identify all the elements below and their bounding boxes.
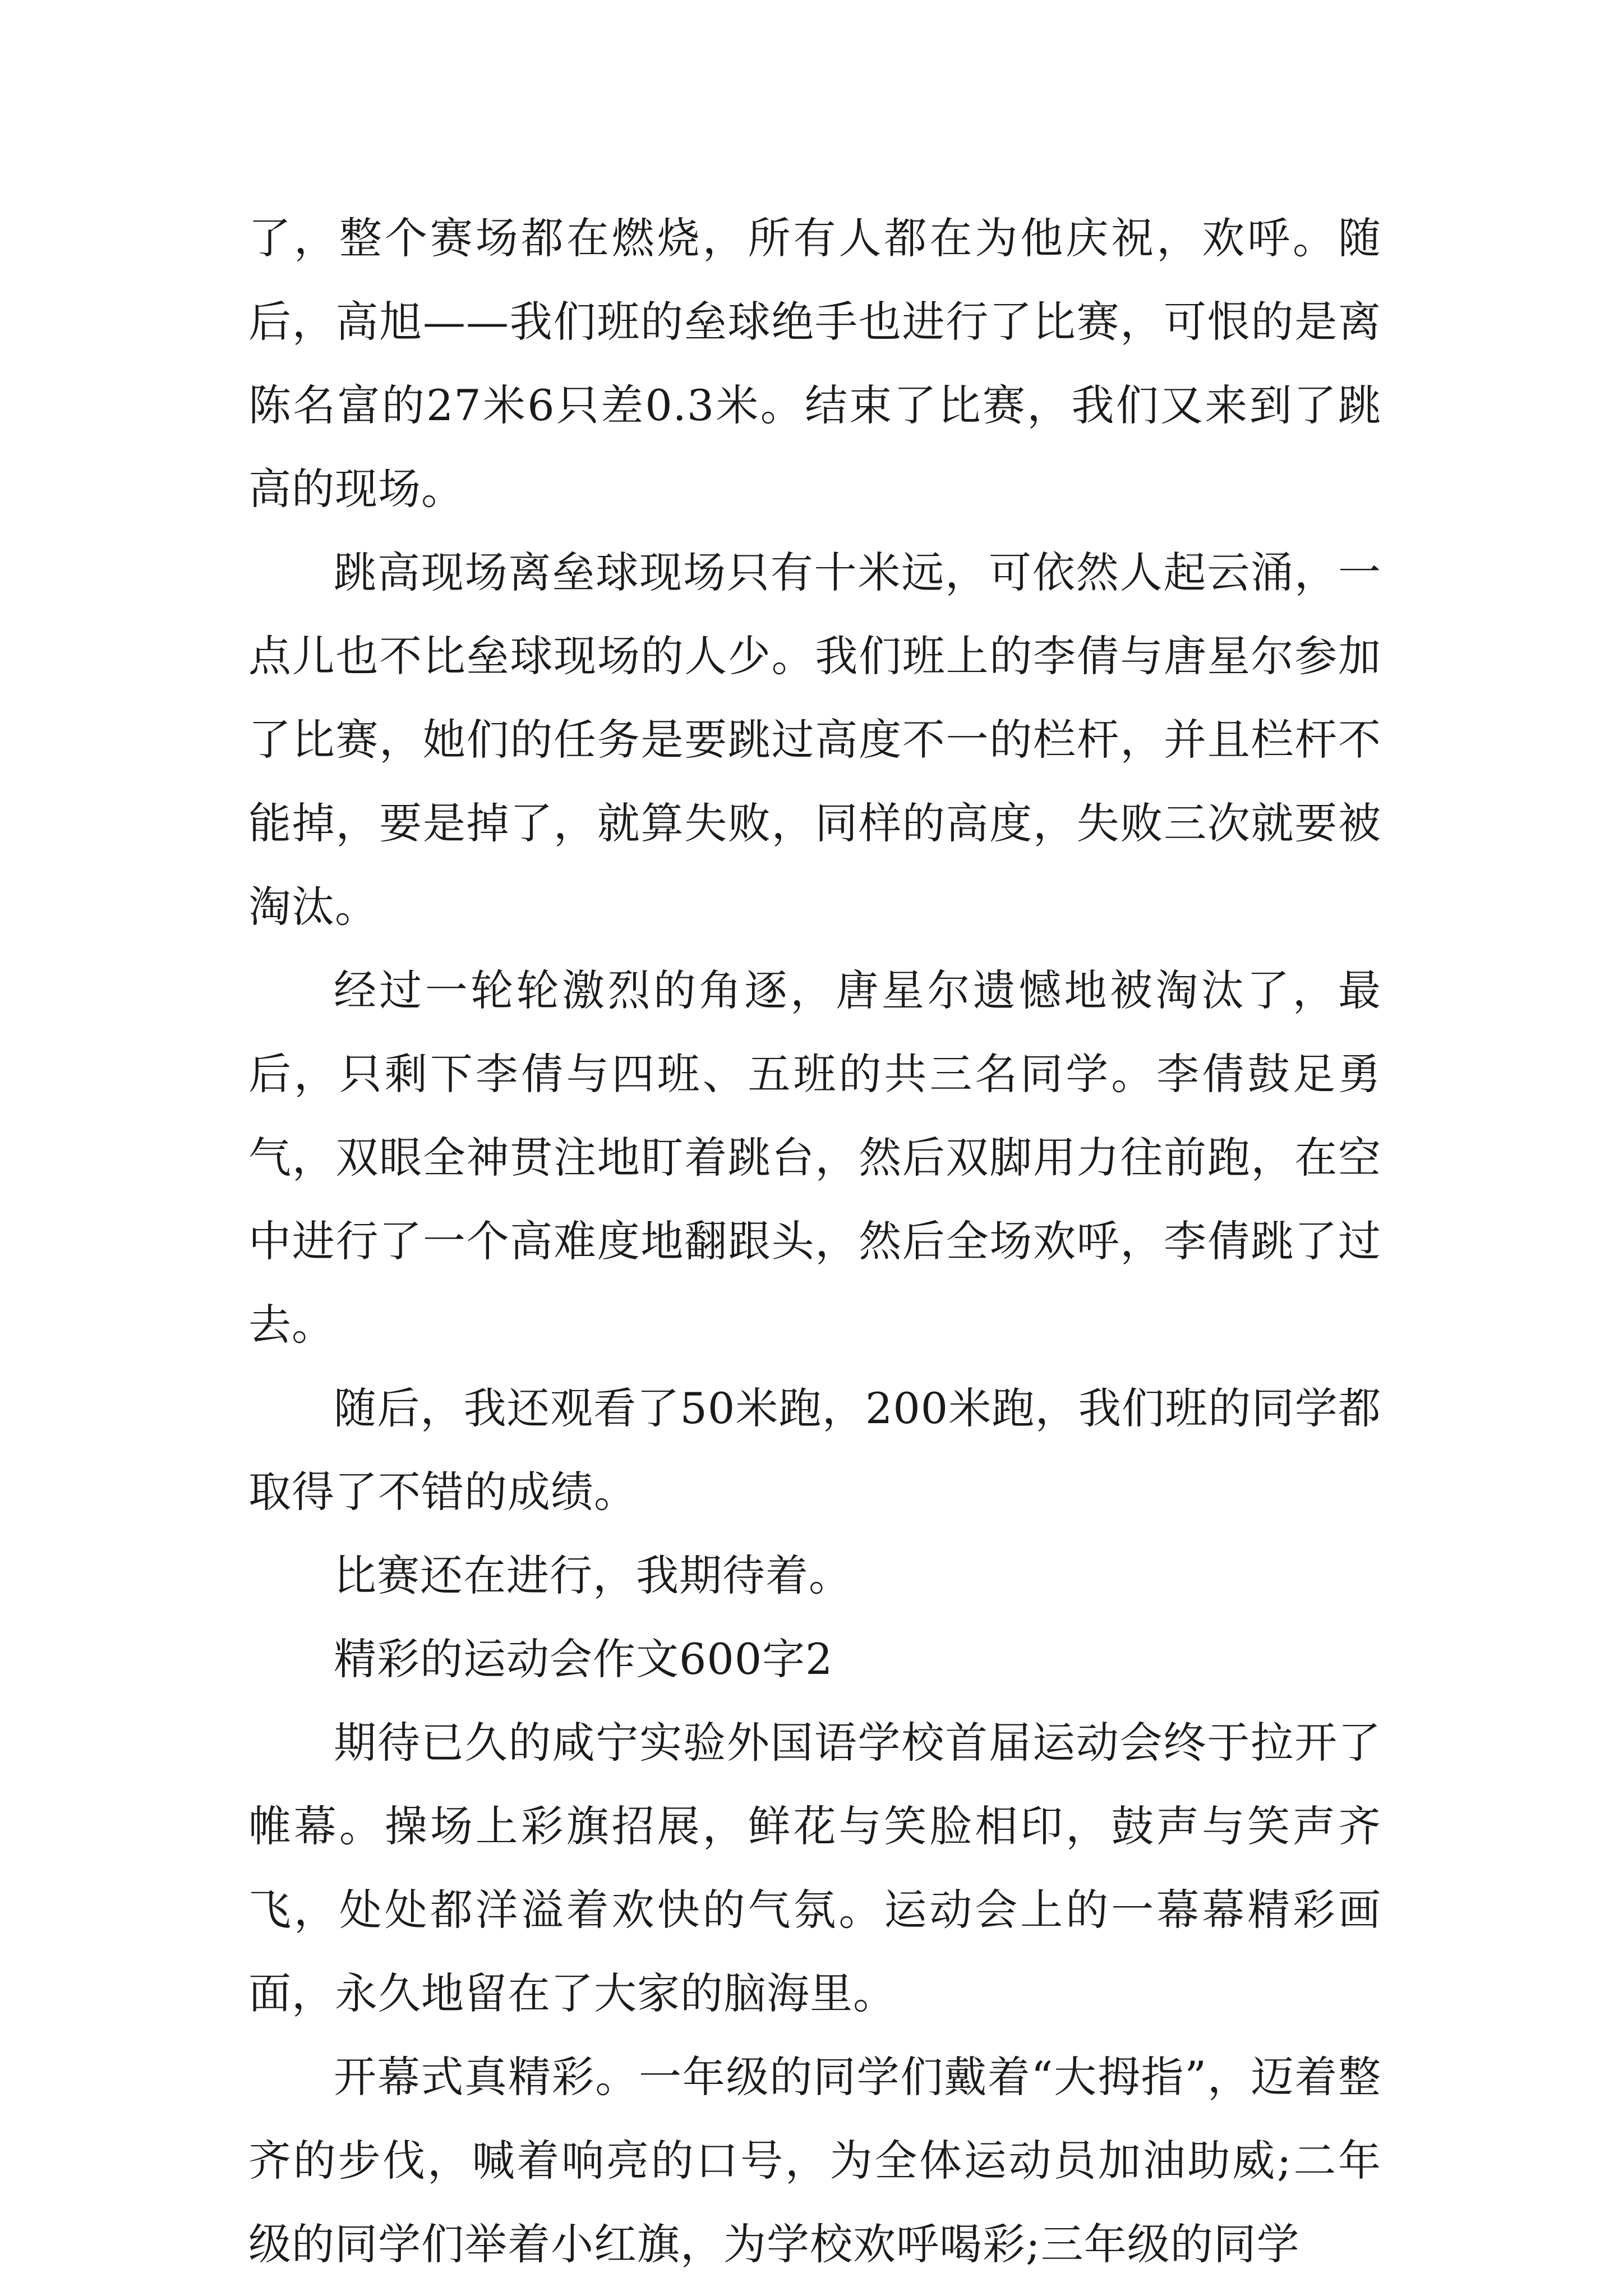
- paragraph-opening: 期待已久的咸宁实验外国语学校首届运动会终于拉开了帷幕。操场上彩旗招展，鲜花与笑脸相印，鼓声与笑声齐飞，处处都洋溢着欢快的气氛。运动会上的一幕幕精彩画面，永久地留在了大家的脑海里。: [248, 1718, 1381, 2018]
- paragraph-continued: 了，整个赛场都在燃烧，所有人都在为他庆祝，欢呼。随后，高旭——我们班的垒球绝手也进行了比赛，可恨的是离陈名富的27米6只差0.3米。结束了比赛，我们又来到了跳高的现场。: [248, 213, 1381, 514]
- paragraph-running: 随后，我还观看了50米跑，200米跑，我们班的同学都取得了不错的成绩。: [248, 1383, 1381, 1517]
- paragraph-competition: 经过一轮轮激烈的角逐，唐星尔遗憾地被淘汰了，最后，只剩下李倩与四班、五班的共三名同学。李倩鼓足勇气，双眼全神贯注地盯着跳台，然后双脚用力往前跑，在空中进行了一个高难度地翻跟头，然后全场欢呼，李倩跳了过去。: [248, 965, 1381, 1350]
- paragraph-ongoing: 比赛还在进行，我期待着。: [334, 1550, 852, 1600]
- section-title: 精彩的运动会作文600字2: [334, 1634, 833, 1684]
- paragraph-ceremony: 开幕式真精彩。一年级的同学们戴着“大拇指”，迈着整齐的步伐，喊着响亮的口号，为全体运动员加油助威;二年级的同学们举着小红旗，为学校欢呼喝彩;三年级的同学: [248, 2052, 1381, 2269]
- document-body: [248, 196, 1381, 2286]
- paragraph-high-jump: 跳高现场离垒球现场只有十米远，可依然人起云涌，一点儿也不比垒球现场的人少。我们班上的李倩与唐星尔参加了比赛，她们的任务是要跳过高度不一的栏杆，并且栏杆不能掉，要是掉了，就算失败，同样的高度，失败三次就要被淘汰。: [248, 547, 1381, 932]
